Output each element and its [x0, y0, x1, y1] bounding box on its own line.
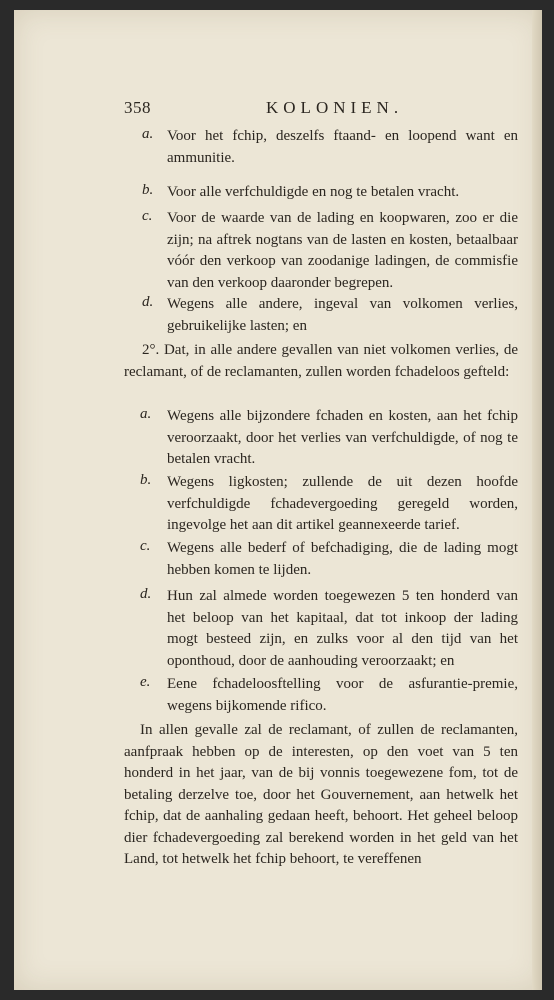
list-marker: d. [140, 586, 152, 602]
list-item-text: Wegens alle bederf of befchadiging, die de lading mogt hebben komen te lijden. [167, 540, 518, 578]
page-header [124, 98, 516, 122]
closing-paragraph: In allen gevalle zal de reclamant, of zullen de reclamanten, aanfpraak hebben op de interesten, op den voet van 5 ten honderd in het jaar, van de bij vonnis toegewezene fom, tot de betaling derzelve toe, door het Gouvernement, aan hetwelk het fchip, dat de aanhaling gedaan heeft, behoort. Het geheel beloop dier fchadevergoeding zal berekend worden in het geld van het Land, tot hetwelk het fchip behoort, te vereffenen [124, 722, 518, 867]
list-marker: e. [140, 674, 151, 690]
list-marker: c. [140, 538, 151, 554]
running-title: KOLONIEN. [266, 98, 404, 117]
list-b-item-a [140, 406, 518, 471]
list-b-item-e [140, 674, 518, 717]
list-marker: c. [142, 208, 153, 224]
page-number: 358 [124, 98, 151, 117]
list-item-text: Hun zal almede worden toegewezen 5 ten honderd van het beloop van het kapitaal, dat tot inkoop der lading mogt besteed zijn, en zulks voor al den tijd van het oponthoud, door de aanhouding veroorzaakt; en [167, 588, 518, 669]
list-a-item-b [142, 182, 518, 204]
list-b-item-b [140, 472, 518, 537]
list-marker: a. [140, 406, 152, 422]
list-a-item-c [142, 208, 518, 294]
list-b-item-c [140, 538, 518, 581]
list-b-item-d [140, 586, 518, 672]
list-marker: a. [142, 126, 154, 142]
list-item-text: Wegens ligkosten; zullende de uit dezen hoofde verfchuldigde fchadevergoeding geregeld worden, ingevolge het aan dit artikel geannexeerde tarief. [167, 474, 518, 533]
list-marker: b. [142, 182, 154, 198]
list-a-item-a [142, 126, 518, 169]
list-item-text: Voor de waarde van de lading en koopwaren, zoo er die zijn; na aftrek nogtans van de lasten en kosten, betaalbaar vóór den verkoop van zoodanige ladingen, de commisfie van den verkoop daaronder begrepen. [167, 210, 518, 291]
section-2-paragraph: 2°. Dat, in alle andere gevallen van niet volkomen verlies, de reclamant, of de reclamanten, zullen worden fchadeloos gefteld: [124, 342, 518, 380]
list-item-text: Voor het fchip, deszelfs ftaand- en loopend want en ammunitie. [167, 128, 518, 166]
list-item-text: Wegens alle andere, ingeval van volkomen verlies, gebruikelijke lasten; en [167, 296, 518, 334]
list-item-text: Wegens alle bijzondere fchaden en kosten, aan het fchip veroorzaakt, door het verlies van verfchuldigde, of nog te betalen vracht. [167, 408, 518, 467]
book-page [14, 10, 542, 990]
list-item-text: Eene fchadeloosftelling voor de asfurantie-premie, wegens bijkomende rifico. [167, 676, 518, 714]
list-marker: d. [142, 294, 154, 310]
list-marker: b. [140, 472, 152, 488]
list-a-item-d [142, 294, 518, 337]
page-spine-shadow [532, 10, 542, 990]
list-item-text: Voor alle verfchuldigde en nog te betalen vracht. [167, 184, 460, 200]
